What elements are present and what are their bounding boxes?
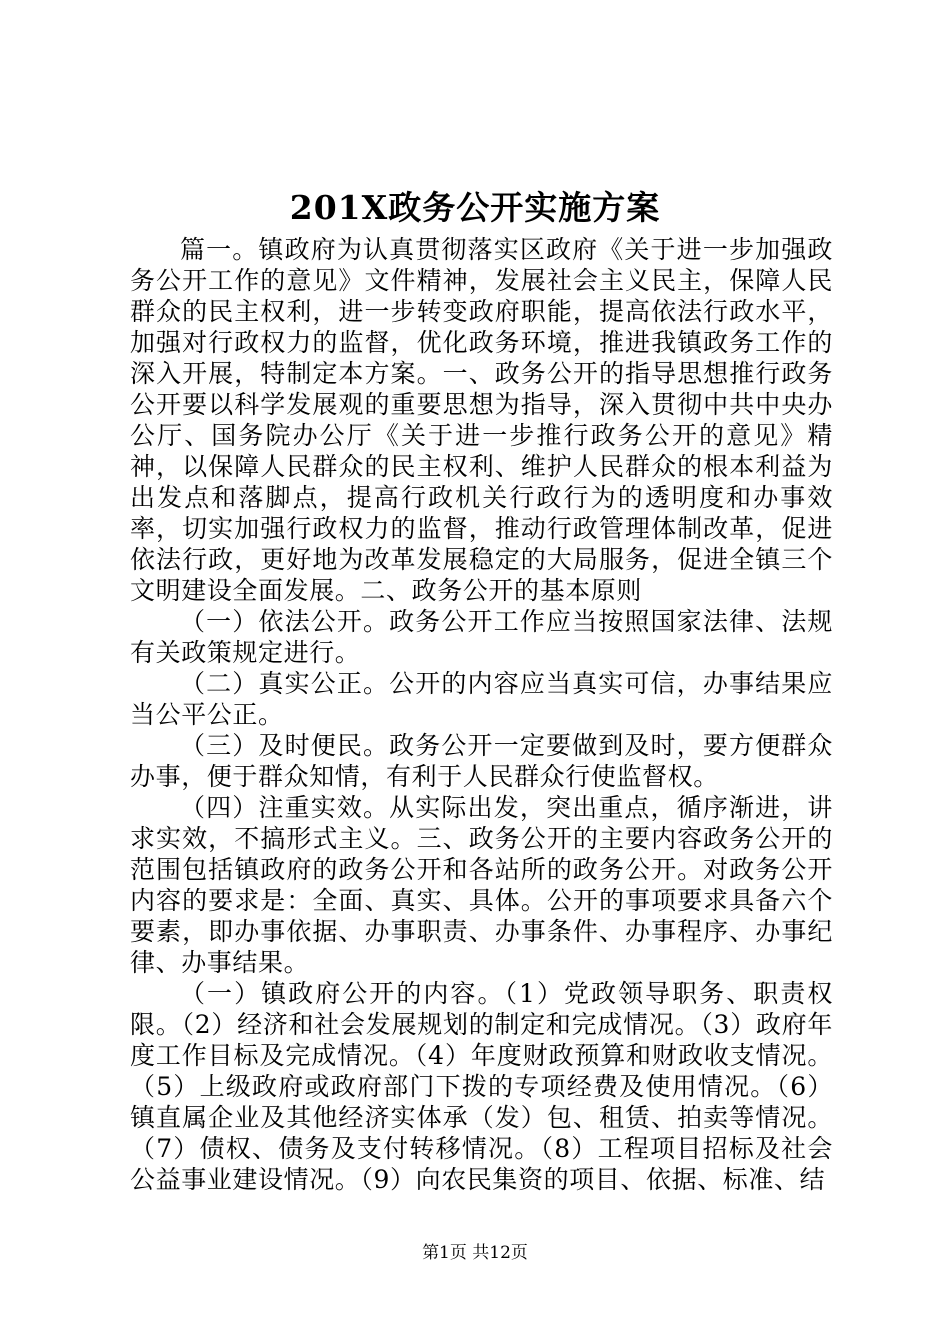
paragraph-town-content: （一）镇政府公开的内容。（1）党政领导职务、职责权限。（2）经济和社会发展规划的制定和完成情况。（3）政府年度工作目标及完成情况。（4）年度财政预算和财政收支情况。（5）上级政府或政府部门下拨的专项经费及使用情况。（6）镇直属企业及其他经济实体承（发）包、租赁、拍卖等情况。（7）债权、债务及支付转移情况。（8）工程项目招标及社会公益事业建设情况。（9）向农民集资的项目、依据、标准、结 [130,979,833,1194]
document-title: 201X政务公开实施方案 [289,188,661,227]
page-footer [0,1242,950,1264]
paragraph-intro: 篇一。镇政府为认真贯彻落实区政府《关于进一步加强政务公开工作的意见》文件精神，发展社会主义民主，保障人民群众的民主权利，进一步转变政府职能，提高依法行政水平，加强对行政权力的监督，优化政务环境，推进我镇政务工作的深入开展，特制定本方案。一、政务公开的指导思想推行政务公开要以科学发展观的重要思想为指导，深入贯彻中共中央办公厅、国务院办公厅《关于进一步推行政务公开的意见》精神，以保障人民群众的民主权利、维护人民群众的根本利益为出发点和落脚点，提高行政机关行政行为的透明度和办事效率，切实加强行政权力的监督，推动行政管理体制改革，促进依法行政，更好地为改革发展稳定的大局服务，促进全镇三个文明建设全面发展。二、政务公开的基本原则 [130,235,833,605]
paragraph-principle-4: （四）注重实效。从实际出发，突出重点，循序渐进，讲求实效，不搞形式主义。三、政务公开的主要内容政务公开的范围包括镇政府的政务公开和各站所的政务公开。对政务公开内容的要求是：全面、真实、具体。公开的事项要求具备六个要素，即办事依据、办事职责、办事条件、办事程序、办事纪律、办事结果。 [130,793,833,977]
document-body [130,234,833,1195]
paragraph-principle-2: （二）真实公正。公开的内容应当真实可信，办事结果应当公平公正。 [130,669,833,729]
paragraph-principle-3: （三）及时便民。政务公开一定要做到及时，要方便群众办事，便于群众知情，有利于人民群众行使监督权。 [130,731,833,791]
page-number: 第1页 共12页 [422,1243,528,1263]
paragraph-principle-1: （一）依法公开。政务公开工作应当按照国家法律、法规有关政策规定进行。 [130,607,833,667]
